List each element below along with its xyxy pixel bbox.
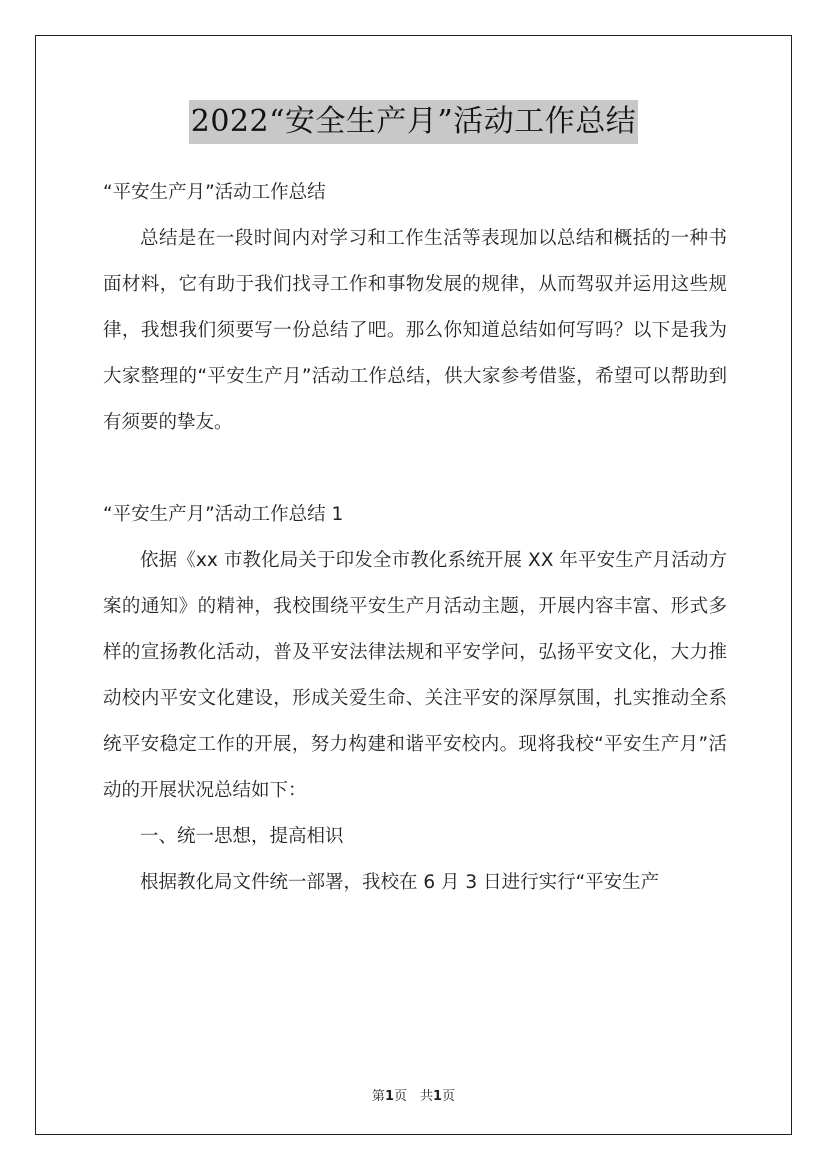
title-container (0, 100, 827, 144)
sub-heading: 一、统一思想，提高相识 (140, 826, 344, 847)
document-title: 2022“安全生产月”活动工作总结 (189, 100, 639, 144)
document-body (103, 170, 727, 906)
page-total: 1 (433, 1089, 443, 1104)
page-mid: 页 共 (393, 1089, 433, 1104)
page-prefix: 第 (371, 1089, 385, 1104)
page-number: 1 (384, 1089, 394, 1104)
document-subtitle: “平安生产月”活动工作总结 (103, 182, 326, 203)
blank-line (103, 446, 727, 492)
body-paragraph: 根据教化局文件统一部署，我校在 6 月 3 日进行实行“平安生产 (140, 872, 660, 893)
page-footer (0, 1085, 827, 1104)
section-heading: “平安生产月”活动工作总结 1 (103, 504, 344, 525)
body-paragraph: 依据《xx 市教化局关于印发全市教化系统开展 XX 年平安生产月活动方案的通知》的精神，我校围绕平安生产月活动主题，开展内容丰富、形式多样的宣扬教化活动，普及平安法律法规和平安学问，弘扬平安文化，大力推动校内平安文化建设，形成关爱生命、关注平安的深厚氛围，扎实推动全系统平安稳定工作的开展，努力构建和谐平安校内。现将我校“平安生产月”活动的开展状况总结如下： (103, 550, 727, 801)
page-suffix: 页 (442, 1089, 456, 1104)
intro-paragraph: 总结是在一段时间内对学习和工作生活等表现加以总结和概括的一种书面材料，它有助于我们找寻工作和事物发展的规律，从而驾驭并运用这些规律，我想我们须要写一份总结了吧。那么你知道总结如何写吗？以下是我为大家整理的“平安生产月”活动工作总结，供大家参考借鉴，希望可以帮助到有须要的挚友。 (103, 228, 727, 433)
